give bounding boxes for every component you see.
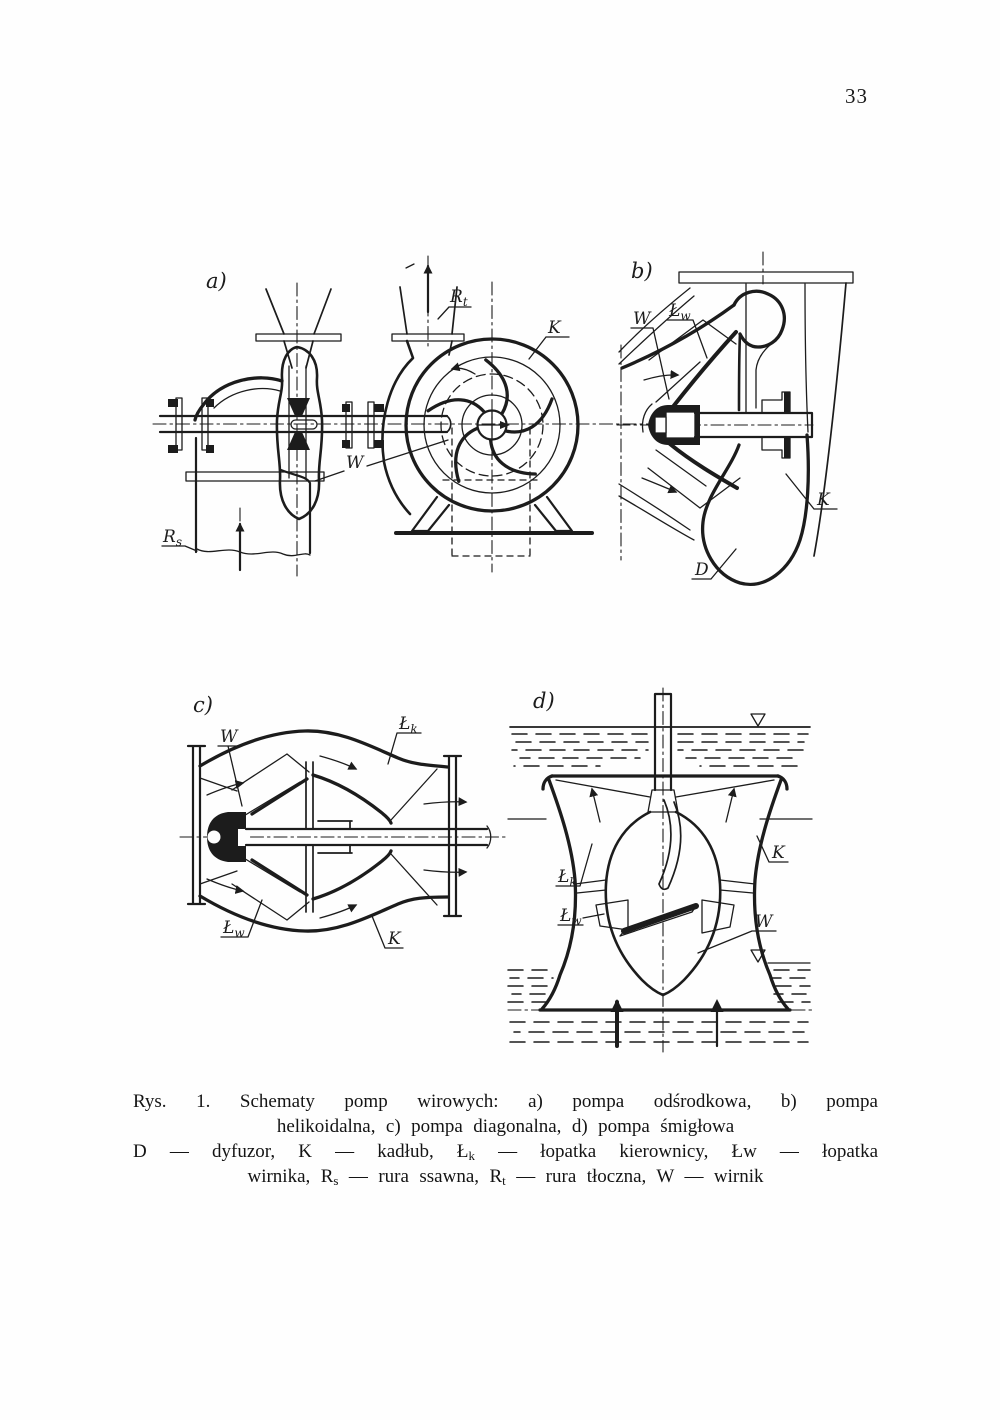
water-surface-top	[508, 714, 812, 819]
panel-c-letter: c)	[193, 693, 213, 717]
diagram-b-helicoidal-pump	[615, 250, 900, 595]
diagram-d-propeller-pump	[505, 683, 815, 1058]
panel-a-letter: a)	[206, 269, 227, 293]
label-lk: $Ł_k$	[399, 714, 418, 736]
page-number: 33	[845, 84, 868, 108]
label-w: W	[220, 727, 238, 747]
label-lw: $Ł_w$	[223, 918, 245, 940]
label-k: K	[548, 318, 561, 338]
diffuser-bulb	[703, 435, 809, 584]
label-lw: $Ł_w$	[560, 906, 582, 928]
label-k: K	[772, 843, 785, 863]
label-w: W	[755, 912, 773, 932]
panel-b-letter: b)	[631, 259, 653, 283]
label-rs: $R_s$	[163, 527, 182, 549]
caption-line-4: wirnika, $R_s$ — rura ssawna, $R_t$ — rura tłoczna, W — wirnik	[247, 1166, 764, 1188]
label-d: D	[695, 560, 709, 580]
impeller-vanes	[428, 360, 552, 484]
centerlines	[617, 252, 813, 560]
front-view-volute	[382, 264, 650, 593]
label-w: W	[633, 309, 651, 329]
label-k: K	[817, 490, 830, 510]
label-lw: $Ł_w$	[669, 301, 691, 323]
label-w: W	[346, 453, 364, 473]
label-rt: $R_t$	[450, 287, 468, 309]
caption-line-1: Rys. 1. Schematy pomp wirowych: a) pompa odśrodkowa, b) pompa	[133, 1091, 878, 1112]
label-k-leader	[529, 337, 569, 359]
figure-caption	[133, 1089, 878, 1189]
diagram-c-diagonal-pump	[178, 688, 513, 978]
label-k: K	[388, 929, 401, 949]
panel-d-letter: d)	[533, 689, 555, 713]
diagram-a-centrifugal-pump	[150, 248, 650, 593]
label-lk: $Ł_k$	[558, 867, 577, 889]
caption-line-3: D — dyfuzor, K — kadłub, $Ł_k$ — łopatka kierownicy, Łw — łopatka	[133, 1141, 878, 1163]
label-w-leader	[631, 328, 669, 399]
caption-line-2: helikoidalna, c) pompa diagonalna, d) pompa śmigłowa	[276, 1116, 735, 1137]
